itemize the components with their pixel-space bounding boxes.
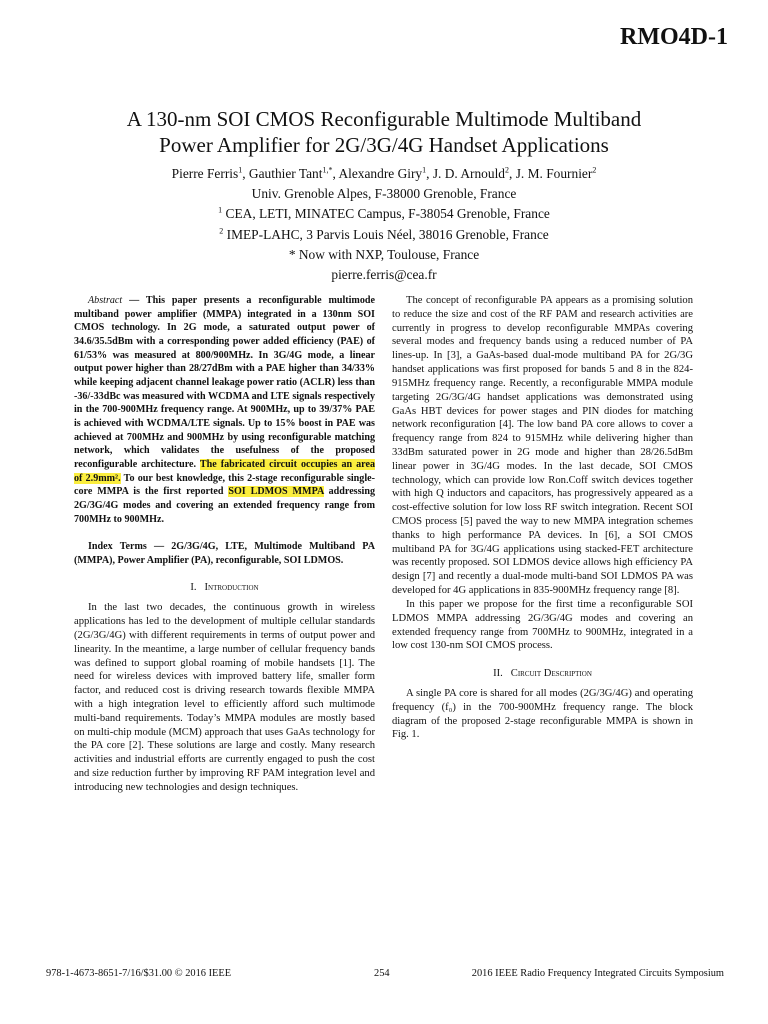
section-number-introduction: I.: [190, 582, 197, 594]
footer-copyright: 978-1-4673-8651-7/16/$31.00 © 2016 IEEE: [46, 968, 232, 979]
author-list: Pierre Ferris$^1$, Gauthier Tant$^{1,*}$, Alexandre Giry$^1$, J. D. Arnould$^2$, J. M. Fournier$^2$: [171, 165, 597, 181]
title-line-2: Power Amplifier for 2G/3G/4G Handset Applications: [159, 133, 609, 157]
paper-id: RMO4D-1: [620, 24, 728, 50]
author-3: Alexandre Giry: [338, 166, 423, 181]
title-line-1: A 130-nm SOI CMOS Reconfigurable Multimode Multiband: [126, 107, 642, 131]
right-column: [392, 294, 693, 742]
abstract-text-3: addressing 2G/3G/4G modes and covering an extended frequency range from 700MHz to 900MHz.: [74, 486, 375, 525]
author-1-sup: 1: [238, 165, 243, 175]
author-5-sup: 2: [592, 165, 597, 175]
author-1: Pierre Ferris: [171, 166, 239, 181]
section-title-introduction: Introduction: [204, 582, 259, 594]
abstract-highlight-area: The fabricated circuit occupies an area of 2.9mm².: [74, 458, 376, 484]
abstract-highlight-ldmos: SOI LDMOS MMPA: [228, 486, 324, 498]
author-5: J. M. Fournier: [515, 166, 593, 181]
author-3-sup: 1: [422, 165, 427, 175]
section-heading-introduction: [74, 581, 375, 595]
section-number-circuit: II.: [493, 668, 503, 680]
abstract: [74, 294, 375, 526]
section-title-circuit: Circuit Description: [510, 668, 592, 680]
author-block: [0, 164, 768, 285]
paper-title: [0, 106, 768, 158]
intro-paragraph: In the last two decades, the continuous growth in wireless applications has led to the development of multiple cellular standards (2G/3G/4G) with different requirements in terms of output power and linearity. In the meantime, a large number of cellular frequency bands was defined to support global roaming of mobile handsets [1]. The need for wireless devices with improved battery life, smaller form factor, and reduced cost is driving research towards flexible MMPA with a high integration level to efficiently afford such multimode multi-band requirements. Today’s MMPA modules are mostly based on multi-chip module (MCM) approach that uses GaAs technology for the PA core [2]. These solutions are large and costly. Many research activities and industrial efforts are currently engaged to push the cost and size reduction further by improving RF PAM integration level and introducing new technologies and design techniques.: [74, 602, 375, 793]
affiliation-imep-text: IMEP-LAHC, 3 Parvis Louis Néel, 38016 Grenoble, France: [226, 226, 549, 242]
author-4-sup: 2: [505, 165, 509, 175]
section-heading-circuit: [392, 667, 693, 681]
affiliation-cea-sup: 1: [218, 205, 223, 215]
abstract-dash: —: [122, 295, 146, 306]
author-2: Gauthier Tant: [248, 166, 323, 181]
left-column: [74, 294, 375, 795]
affiliation-imep: [0, 225, 768, 245]
author-2-sup: 1,*: [322, 165, 333, 175]
affiliation-univ: Univ. Grenoble Alpes, F-38000 Grenoble, France: [251, 186, 517, 202]
author-email: pierre.ferris@cea.fr: [331, 267, 437, 283]
circuit-paragraph-1: A single PA core is shared for all modes (2G/3G/4G) and operating frequency (f₀) in the 700-900MHz frequency range. The block diagram of the proposed 2-stage reconfigurable MMPA is shown in Fig. 1.: [392, 687, 693, 741]
author-4: J. D. Arnould: [432, 166, 505, 181]
right-paragraph-1: The concept of reconfigurable PA appears as a promising solution to reduce the size and cost of the RF PAM and research activities are currently in progress to develop reconfigurable MMPAs covering several modes and frequency bands using a reduced number of PA lines-up. In [3], a GaAs-based dual-mode multiband PA for 2G/3G handset applications was first proposed for bands 5 and 8 in the 824-915MHz frequency range. Recently, a reconfigurable MMPA module targeting 2G/3G/4G handset applications was demonstrated using GaAs HBT devices for power stages and PIN diodes for matching network reconfiguration [4]. The low band PA core allows to cover a frequency range from 824 to 915MHz while delivering higher than 33dBm saturated power in 2G mode and higher than 28/26.5dBm linear power in 3G/4G modes. In the last decade, SOI CMOS technology, which can provide low Ron.Coff switch devices together with high Q inductors and capacitors, has progressively appeared as a cost-effective solution for low loss RF switch integration. Recent SOI CMOS process [5] paved the way to new MMPA integration schemes thanks to high performance PA devices. In [6], a SOI CMOS multiband PA for 3G/4G applications using stacked-FET architecture was recently proposed. SOI LDMOS device allows high efficiency PA design [7] and recently a dual-mode multi-band SOI LDMOS PA was developed for 4G applications in 835-900MHz frequency range [8].: [392, 295, 693, 597]
footer-page-number: 254: [374, 968, 390, 979]
abstract-text-2: To our best knowledge, this 2-stage reconfigurable single-core MMPA is the first reported: [74, 472, 375, 498]
index-terms: Index Terms — 2G/3G/4G, LTE, Multimode Multiband PA (MMPA), Power Amplifier (PA), reconfigurable, SOI LDMOS.: [74, 541, 375, 566]
affiliation-cea: [0, 204, 768, 224]
abstract-text-1: This paper presents a reconfigurable multimode multiband power amplifier (MMPA) integrated in a 130nm SOI CMOS technology. In 2G mode, a saturated output power of 34.6/35.5dBm with a corresponding power added efficiency (PAE) of 61/53% was measured at 800/900MHz. In 3G/4G mode, a linear output power higher than 28/27dBm with a PAE higher than 34/33% while keeping adjacent channel leakage power ratio (ACLR) less than -36/-33dBc was measured with WCDMA and LTE signals respectively in the 700-900MHz frequency range. At 900MHz, up to 39/37% PAE is achieved with WCDMA/LTE signals. Up to 15% boost in PAE was achieved at 700MHz and 900MHz by using reconfigurable matching network, which validates the usefulness of the proposed reconfigurable architecture.: [74, 295, 375, 470]
footer-conference: 2016 IEEE Radio Frequency Integrated Circuits Symposium: [471, 968, 724, 979]
affiliation-nxp: * Now with NXP, Toulouse, France: [288, 246, 480, 262]
affiliation-cea-text: CEA, LETI, MINATEC Campus, F-38054 Grenoble, France: [225, 206, 550, 222]
affiliation-imep-sup: 2: [219, 226, 224, 236]
abstract-label: Abstract: [88, 295, 123, 306]
right-paragraph-2: In this paper we propose for the first time a reconfigurable SOI LDMOS MMPA addressing 2G/3G/4G modes and covering an extended frequency range from 700MHz to 900MHz, integrated in a low cost 130-nm SOI CMOS process.: [392, 598, 693, 652]
